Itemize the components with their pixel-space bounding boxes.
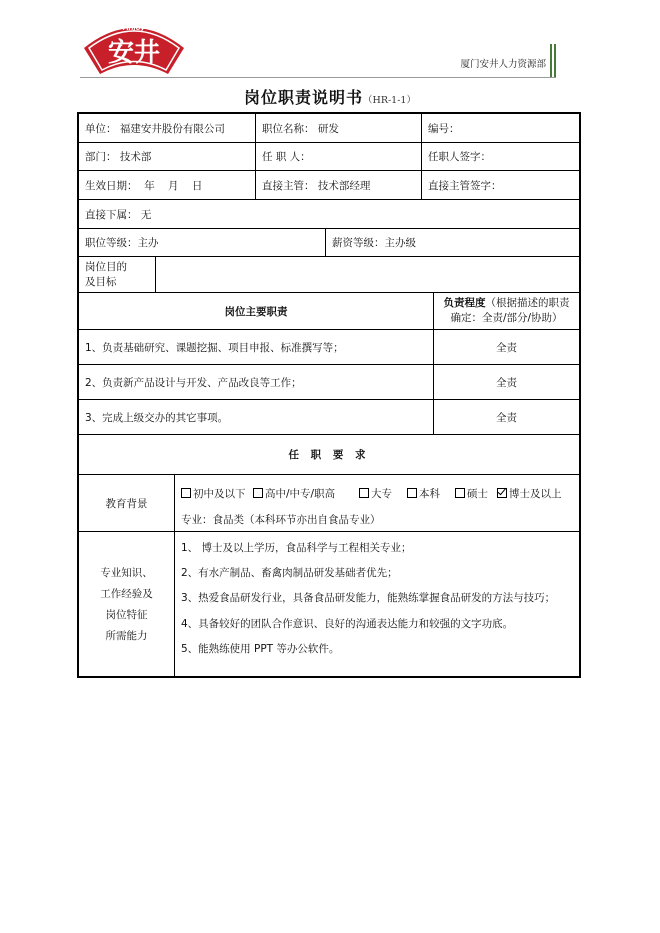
knowledge-item: 1、 博士及以上学历，食品科学与工程相关专业； xyxy=(181,542,412,554)
duty-text: 2、负责新产品设计与开发、产品改良等工作； xyxy=(85,376,302,389)
unit-value: 福建安井股份有限公司 xyxy=(119,122,225,135)
number-label: 编号： xyxy=(428,122,460,135)
logo-brand: Anjoy xyxy=(122,23,146,32)
knowledge-item: 5、能熟练使用 PPT 等办公软件。 xyxy=(181,643,340,655)
grade-label: 职位等级： xyxy=(85,237,138,249)
duty-text: 1、负责基础研究、课题挖掘、项目申报、标准撰写等； xyxy=(85,341,344,354)
duty-text: 3、完成上级交办的其它事项。 xyxy=(85,411,229,424)
purpose-value xyxy=(155,257,579,292)
holder-sign-label: 任职人签字： xyxy=(428,151,491,163)
row-grade xyxy=(79,229,579,257)
position-label: 职位名称： xyxy=(262,122,315,135)
checkbox-icon[interactable] xyxy=(407,488,417,498)
purpose-label-1: 岗位目的 xyxy=(85,260,127,273)
supervisor-sign-label: 直接主管签字： xyxy=(428,179,502,192)
row-effective-date xyxy=(79,171,579,200)
supervisor-label: 直接主管： xyxy=(262,179,315,192)
row-requirements-header xyxy=(79,435,579,475)
green-bars-decoration xyxy=(550,44,560,78)
checkbox-icon[interactable] xyxy=(455,488,465,498)
resp-note-2: 确定：全责/部分/协助） xyxy=(450,312,563,324)
requirements-header: 任 职 要 求 xyxy=(288,449,370,461)
dept-label: 部门： xyxy=(85,151,117,163)
checkbox-icon[interactable] xyxy=(181,488,191,498)
knowledge-label-4: 所需能力 xyxy=(105,630,148,642)
education-label: 教育背景 xyxy=(105,497,148,510)
subordinate-label: 直接下属： xyxy=(85,208,138,221)
header-divider xyxy=(80,77,556,78)
holder-label: 任 职 人： xyxy=(262,151,311,163)
salary-value: 主办级 xyxy=(384,237,416,249)
edu-option-highschool[interactable]: 高中/中专/职高 xyxy=(253,486,335,501)
knowledge-label-2: 工作经验及 xyxy=(100,588,153,600)
title-code: （HR-1-1） xyxy=(363,95,416,106)
position-value: 研发 xyxy=(317,122,339,135)
purpose-label-2: 及目标 xyxy=(85,275,117,288)
knowledge-item: 2、有水产制品、畜禽肉制品研发基础者优先； xyxy=(181,567,398,579)
effective-value: 年 月 日 xyxy=(144,179,203,192)
unit-label: 单位： xyxy=(85,122,117,135)
knowledge-label-1: 专业知识、 xyxy=(100,567,153,579)
major-requirement: 专业：食品类（本科环节亦出自食品专业） xyxy=(181,514,381,526)
row-duties-header xyxy=(79,293,579,330)
department-name: 厦门安井人力资源部 xyxy=(460,59,546,70)
row-department xyxy=(79,143,579,171)
checkbox-icon[interactable] xyxy=(253,488,263,498)
job-description-form xyxy=(77,112,581,678)
row-unit xyxy=(79,114,579,143)
row-subordinate xyxy=(79,200,579,229)
edu-option-master[interactable]: 硕士 xyxy=(455,486,488,501)
page-title xyxy=(0,85,660,108)
duty-level: 全责 xyxy=(496,411,517,424)
duty-row xyxy=(79,365,579,400)
checkbox-icon[interactable] xyxy=(359,488,369,498)
knowledge-item: 4、具备较好的团队合作意识、良好的沟通表达能力和较强的文字功底。 xyxy=(181,618,514,630)
duty-row xyxy=(79,400,579,435)
edu-option-college[interactable]: 大专 xyxy=(359,486,392,501)
dept-value: 技术部 xyxy=(119,151,152,163)
duty-level: 全责 xyxy=(496,341,517,354)
resp-note-1: （根据描述的职责 xyxy=(485,297,570,309)
salary-label: 薪资等级： xyxy=(332,237,385,249)
duties-header: 岗位主要职责 xyxy=(224,305,288,318)
effective-label: 生效日期： xyxy=(85,179,138,192)
logo-text: 安井 xyxy=(107,38,161,68)
knowledge-label-3: 岗位特征 xyxy=(105,609,148,621)
row-knowledge xyxy=(79,532,579,678)
supervisor-value: 技术部经理 xyxy=(317,179,371,192)
title-main: 岗位职责说明书 xyxy=(244,88,364,107)
row-education xyxy=(79,475,579,532)
row-purpose xyxy=(79,257,579,293)
company-logo xyxy=(80,14,188,78)
grade-value: 主办 xyxy=(137,237,159,249)
subordinate-value: 无 xyxy=(140,208,152,221)
edu-option-doctor[interactable]: 博士及以上 xyxy=(497,486,562,501)
knowledge-item: 3、热爱食品研发行业，具备食品研发能力，能熟练掌握食品研发的方法与技巧； xyxy=(181,592,556,604)
edu-option-junior[interactable]: 初中及以下 xyxy=(181,486,246,501)
checkbox-checked-icon[interactable] xyxy=(497,488,507,498)
duty-level: 全责 xyxy=(496,376,517,389)
edu-option-bachelor[interactable]: 本科 xyxy=(407,486,440,501)
duty-row xyxy=(79,330,579,365)
resp-header: 负责程度 xyxy=(443,297,486,309)
